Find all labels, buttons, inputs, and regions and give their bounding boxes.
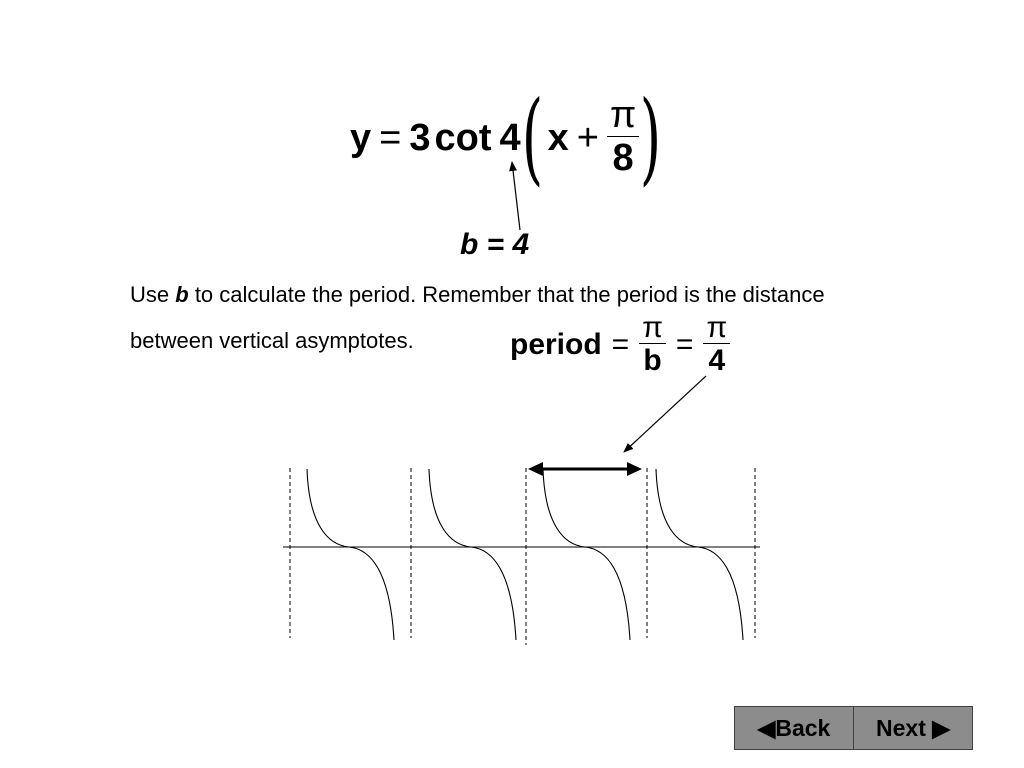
next-button[interactable]: Next ▶ bbox=[853, 706, 973, 750]
cotangent-curves bbox=[307, 469, 743, 640]
period-frac2-numerator: π bbox=[703, 312, 730, 345]
eq-plus: + bbox=[576, 116, 599, 159]
period-equals-2: = bbox=[675, 328, 694, 361]
instruction-b: b bbox=[175, 282, 189, 307]
period-frac1-denominator: b bbox=[643, 344, 662, 377]
period-label: period bbox=[510, 328, 602, 361]
eq-open-paren: ( bbox=[521, 79, 543, 196]
instruction-use: Use bbox=[130, 282, 176, 307]
b-value-label: b = 4 bbox=[460, 228, 530, 261]
cotangent-branch bbox=[656, 469, 743, 640]
cotangent-branch bbox=[429, 469, 516, 640]
instruction-rest: to calculate the period. Remember that the period is the distance bbox=[188, 282, 825, 307]
eq-cot: cot bbox=[434, 116, 492, 159]
instruction-line-2: between vertical asymptotes. bbox=[130, 328, 414, 353]
eq-frac-numerator: π bbox=[607, 96, 639, 137]
eq-x: x bbox=[547, 116, 569, 159]
period-pointer-arrow bbox=[624, 376, 706, 452]
cotangent-branch bbox=[543, 469, 630, 640]
period-arrowhead-left bbox=[528, 462, 543, 476]
period-arrowhead-right bbox=[627, 462, 642, 476]
asymptotes bbox=[290, 468, 755, 645]
period-equals-1: = bbox=[611, 328, 630, 361]
eq-close-paren: ) bbox=[639, 79, 662, 196]
period-frac1-numerator: π bbox=[639, 312, 666, 345]
eq-frac-denominator: 8 bbox=[612, 136, 634, 179]
period-frac2-denominator: 4 bbox=[708, 344, 726, 377]
cotangent-branch bbox=[307, 469, 394, 640]
eq-b-value: 4 bbox=[499, 116, 521, 159]
b-pointer-arrow bbox=[512, 162, 520, 230]
eq-y: y bbox=[350, 116, 372, 159]
eq-coefficient: 3 bbox=[409, 116, 431, 159]
eq-equals: = bbox=[379, 116, 402, 159]
back-button[interactable]: ◀Back bbox=[734, 706, 854, 750]
